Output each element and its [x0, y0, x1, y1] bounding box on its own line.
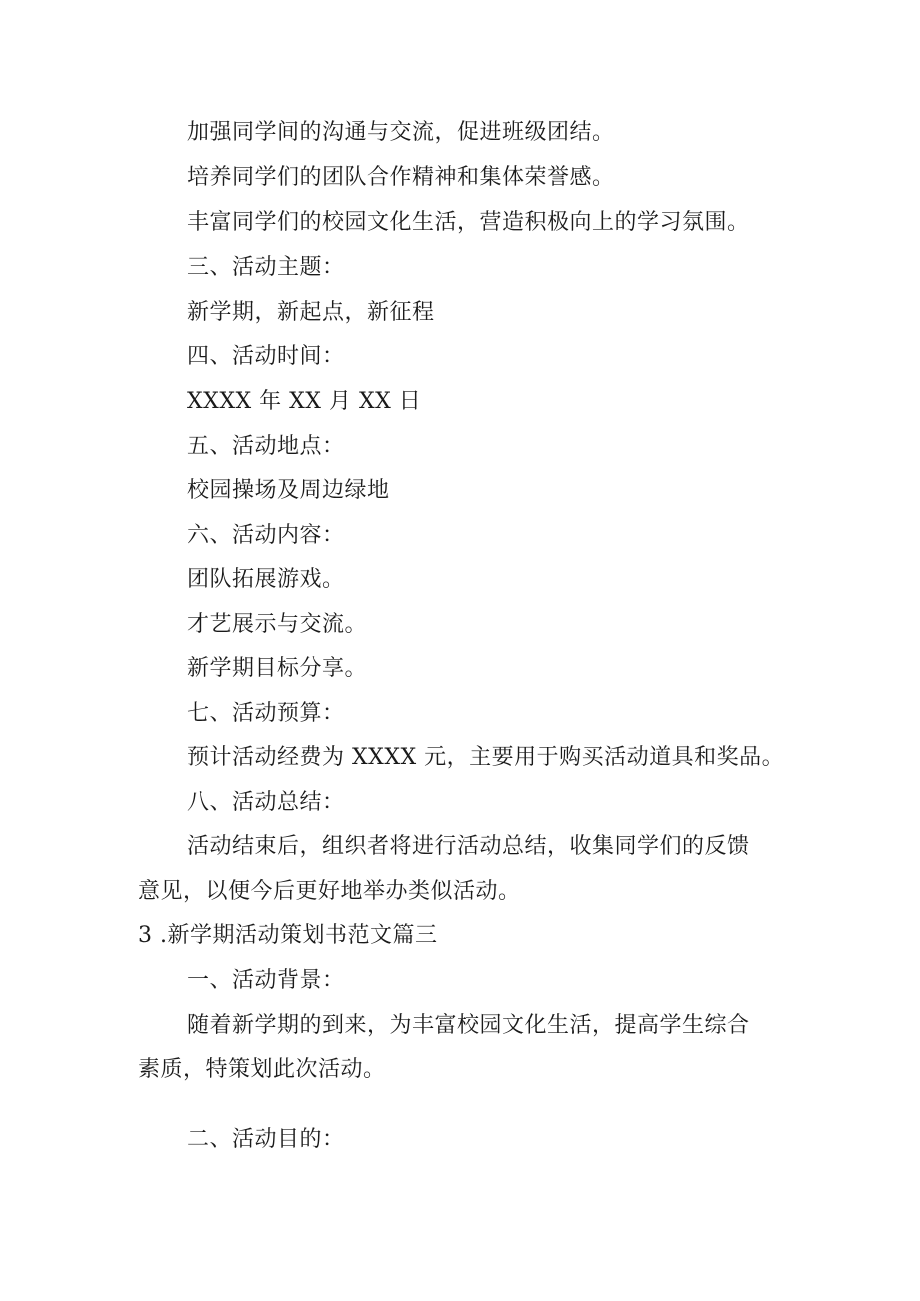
section-heading: 八、活动总结：: [187, 790, 345, 815]
paragraph-line: 随着新学期的到来，为丰富校园文化生活，提高学生综合: [187, 1013, 750, 1038]
section-heading: 五、活动地点：: [187, 434, 345, 459]
paragraph-line: 加强同学间的沟通与交流，促进班级团结。: [187, 120, 615, 145]
paragraph-line: 意见，以便今后更好地举办类似活动。: [138, 879, 521, 904]
section-heading: 三、活动主题：: [187, 255, 345, 280]
section-heading: 二、活动目的：: [187, 1127, 345, 1152]
paragraph-line: 预计活动经费为 XXXX 元，主要用于购买活动道具和奖品。: [187, 745, 785, 770]
paragraph-line: 丰富同学们的校园文化生活，营造积极向上的学习氛围。: [187, 210, 750, 235]
section-heading: 一、活动背景：: [187, 968, 345, 993]
section-heading: 四、活动时间：: [187, 344, 345, 369]
paragraph-line: 才艺展示与交流。: [187, 612, 368, 637]
paragraph-line: 培养同学们的团队合作精神和集体荣誉感。: [187, 165, 615, 190]
paragraph-line: 素质，特策划此次活动。: [138, 1057, 386, 1082]
paragraph-line: 团队拓展游戏。: [187, 567, 345, 592]
paragraph-line: 新学期，新起点，新征程: [187, 300, 435, 325]
section-heading: 六、活动内容：: [187, 523, 345, 548]
paragraph-line: 活动结束后，组织者将进行活动总结，收集同学们的反馈: [187, 834, 750, 859]
paragraph-line: 新学期目标分享。: [187, 656, 368, 681]
section-heading: 七、活动预算：: [187, 701, 345, 726]
paragraph-line: 校园操场及周边绿地: [187, 478, 390, 503]
article-title: 3 .新学期活动策划书范文篇三: [138, 923, 438, 948]
paragraph-line: XXXX 年 XX 月 XX 日: [187, 389, 422, 414]
